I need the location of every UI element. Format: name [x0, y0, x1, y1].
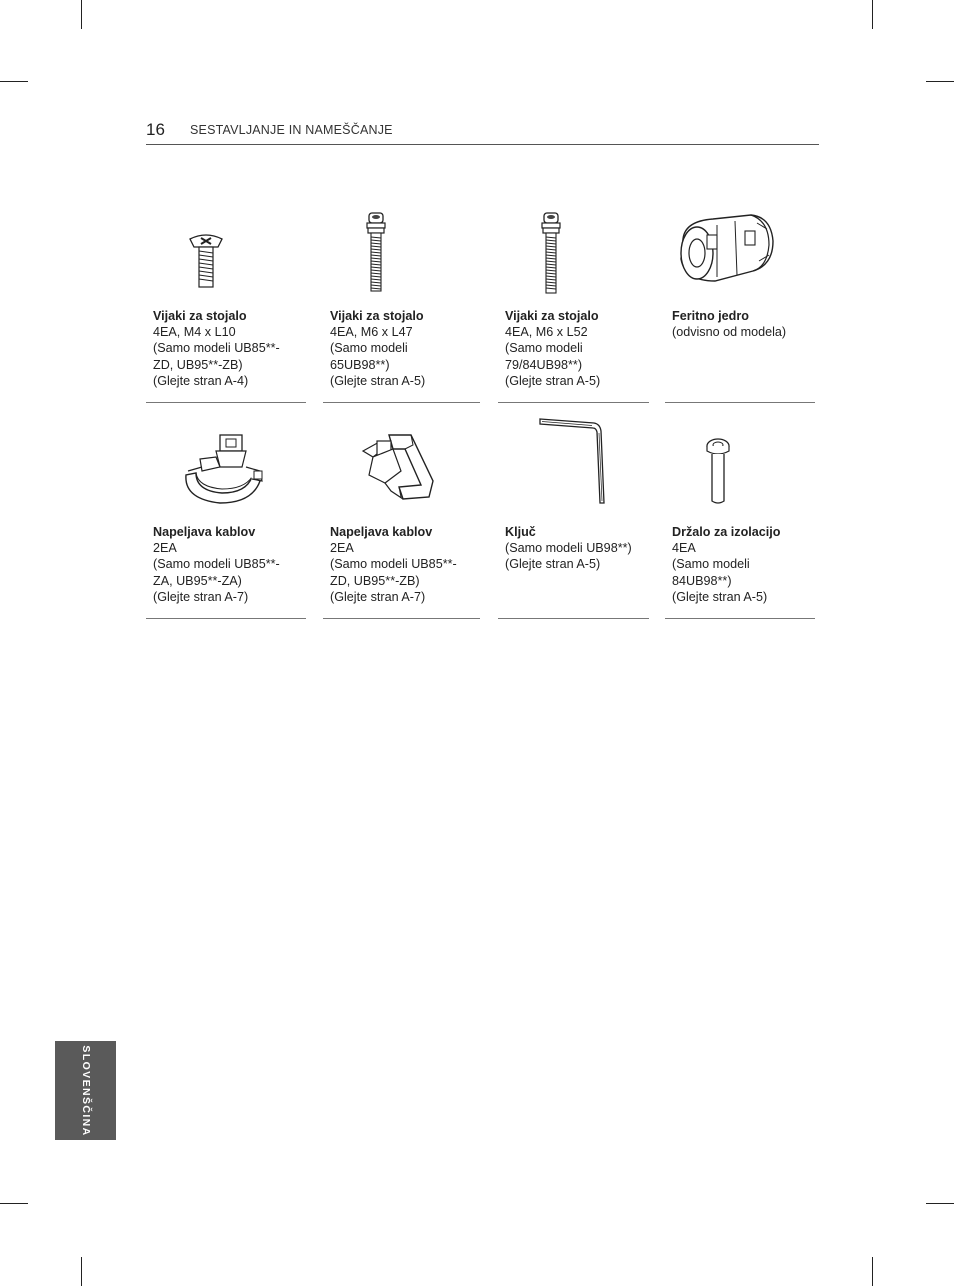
item-detail: (Samo modeli — [330, 341, 408, 356]
item-description — [505, 524, 649, 573]
parts-item-insulation-holder — [665, 421, 815, 621]
item-name: Držalo za izolacijo — [672, 525, 781, 539]
long-bolt-icon — [538, 211, 564, 300]
section-title: SESTAVLJANJE IN NAMEŠČANJE — [190, 123, 393, 137]
crop-mark — [872, 1257, 873, 1286]
parts-item-cable-clip — [323, 421, 480, 621]
item-divider — [146, 618, 306, 619]
item-divider — [323, 402, 480, 403]
parts-item-ferrite-core — [665, 205, 815, 405]
item-detail: (odvisno od modela) — [672, 325, 787, 340]
item-description — [153, 308, 303, 389]
item-name: Napeljava kablov — [330, 525, 433, 539]
item-detail: (Glejte stran A-5) — [672, 589, 768, 604]
crop-mark — [926, 1203, 954, 1204]
parts-item-hex-key — [498, 421, 649, 621]
item-divider — [323, 618, 480, 619]
item-description — [505, 308, 649, 389]
item-name: Vijaki za stojalo — [330, 309, 424, 323]
item-divider — [665, 618, 815, 619]
item-detail: (Glejte stran A-7) — [330, 589, 426, 604]
crop-mark — [0, 1203, 28, 1204]
parts-item-cable-holder-curved — [146, 421, 306, 621]
item-detail: (Glejte stran A-5) — [505, 373, 601, 388]
long-bolt-icon — [363, 211, 389, 300]
insulation-holder-icon — [705, 437, 733, 512]
page-number: 16 — [146, 120, 165, 139]
item-name: Vijaki za stojalo — [505, 309, 599, 323]
item-divider — [498, 618, 649, 619]
item-name: Feritno jedro — [672, 309, 749, 323]
crop-mark — [81, 0, 82, 29]
parts-item-stand-screw-m6-l52 — [498, 205, 649, 405]
item-detail: 79/84UB98**) — [505, 357, 583, 372]
flat-head-screw-icon — [186, 233, 226, 298]
language-tab-label: SLOVENŠČINA — [79, 1044, 92, 1137]
parts-item-stand-screw-m4 — [146, 205, 306, 405]
item-detail: ZD, UB95**-ZB) — [153, 357, 243, 372]
header-divider — [146, 144, 819, 145]
crop-mark — [926, 81, 954, 82]
item-detail: (Glejte stran A-5) — [505, 557, 601, 572]
item-detail: 2EA — [153, 541, 177, 556]
item-description — [153, 524, 303, 605]
item-detail: (Samo modeli UB98**) — [505, 541, 632, 556]
item-detail: 4EA, M4 x L10 — [153, 325, 236, 340]
crop-mark — [81, 1257, 82, 1286]
curved-cable-holder-icon — [180, 431, 270, 512]
hex-key-icon — [538, 417, 610, 512]
cable-clip-icon — [359, 431, 439, 512]
item-detail: (Glejte stran A-5) — [330, 373, 426, 388]
item-name: Vijaki za stojalo — [153, 309, 247, 323]
item-detail: 4EA, M6 x L47 — [330, 325, 413, 340]
item-description — [672, 308, 815, 340]
item-detail: (Samo modeli — [505, 341, 583, 356]
item-divider — [146, 402, 306, 403]
item-detail: ZD, UB95**-ZB) — [330, 573, 420, 588]
item-detail: 4EA, M6 x L52 — [505, 325, 588, 340]
language-tab — [55, 1041, 116, 1140]
item-description — [330, 524, 480, 605]
item-description — [330, 308, 480, 389]
item-description — [672, 524, 815, 605]
item-detail: 84UB98**) — [672, 573, 732, 588]
item-divider — [665, 402, 815, 403]
item-detail: (Glejte stran A-7) — [153, 589, 249, 604]
item-detail: (Samo modeli UB85**- — [153, 557, 280, 572]
item-detail: 65UB98**) — [330, 357, 390, 372]
item-detail: 4EA — [672, 541, 696, 556]
parts-item-stand-screw-m6-l47 — [323, 205, 480, 405]
item-detail: (Samo modeli UB85**- — [330, 557, 457, 572]
ferrite-core-icon — [673, 211, 777, 292]
item-detail: ZA, UB95**-ZA) — [153, 573, 242, 588]
crop-mark — [872, 0, 873, 29]
item-detail: (Samo modeli UB85**- — [153, 341, 280, 356]
crop-mark — [0, 81, 28, 82]
item-detail: 2EA — [330, 541, 354, 556]
item-detail: (Glejte stran A-4) — [153, 373, 249, 388]
item-name: Napeljava kablov — [153, 525, 256, 539]
item-name: Ključ — [505, 525, 536, 539]
item-detail: (Samo modeli — [672, 557, 750, 572]
item-divider — [498, 402, 649, 403]
